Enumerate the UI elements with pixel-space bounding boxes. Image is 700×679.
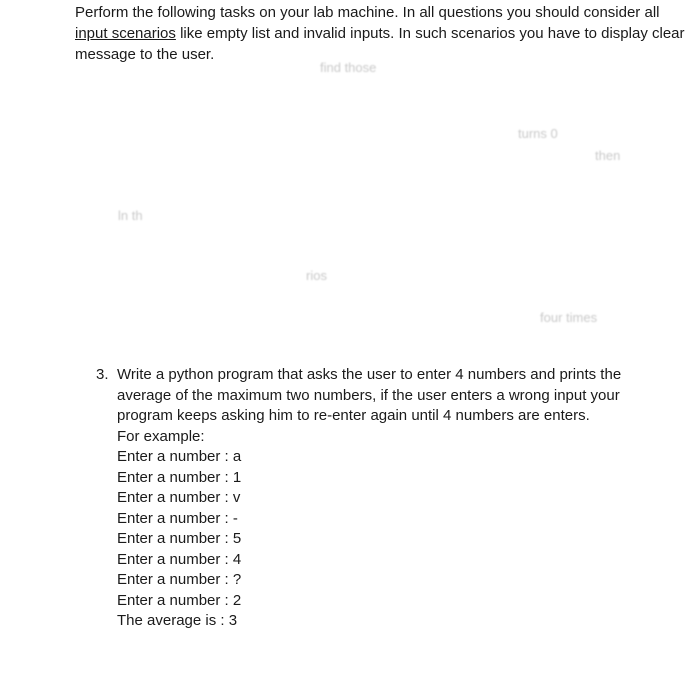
question-number: 3.: [96, 366, 109, 383]
intro-paragraph: [75, 2, 685, 65]
question-text: Write a python program that asks the user to enter 4 numbers and prints the average of the maximum two numbers, if the user enters a wrong input your program keeps asking him to re-enter again until 4 numbers are enters.: [117, 366, 622, 424]
faded-fragment: turns 0: [518, 126, 558, 141]
example-line: Enter a number : 2: [117, 591, 242, 609]
question-body: [117, 365, 637, 632]
example-result-line: The average is : 3: [117, 612, 238, 629]
intro-text-before-link: Perform the following tasks on your lab machine. In all questions you should consider all: [75, 4, 660, 21]
faded-fragment: ln th: [118, 208, 143, 223]
example-line: Enter a number : ?: [117, 571, 242, 588]
example-line: Enter a number : v: [117, 489, 241, 506]
example-block: [117, 427, 637, 632]
input-scenarios-link: input scenarios: [75, 25, 176, 42]
example-line: Enter a number : 5: [117, 530, 242, 547]
faded-fragment: four times: [540, 310, 598, 325]
example-line: Enter a number : a: [117, 448, 242, 465]
faded-fragment: then: [595, 148, 621, 163]
faded-fragment: find those: [320, 60, 377, 75]
faded-fragment: rios: [306, 268, 327, 283]
example-line: Enter a number : 1: [117, 468, 242, 486]
example-line: Enter a number : 4: [117, 550, 242, 568]
intro-text-after-link: like empty list and invalid inputs. In such scenarios you have to display clear message to the user.: [75, 25, 685, 63]
example-line: Enter a number : -: [117, 509, 238, 527]
example-heading: For example:: [117, 427, 205, 445]
